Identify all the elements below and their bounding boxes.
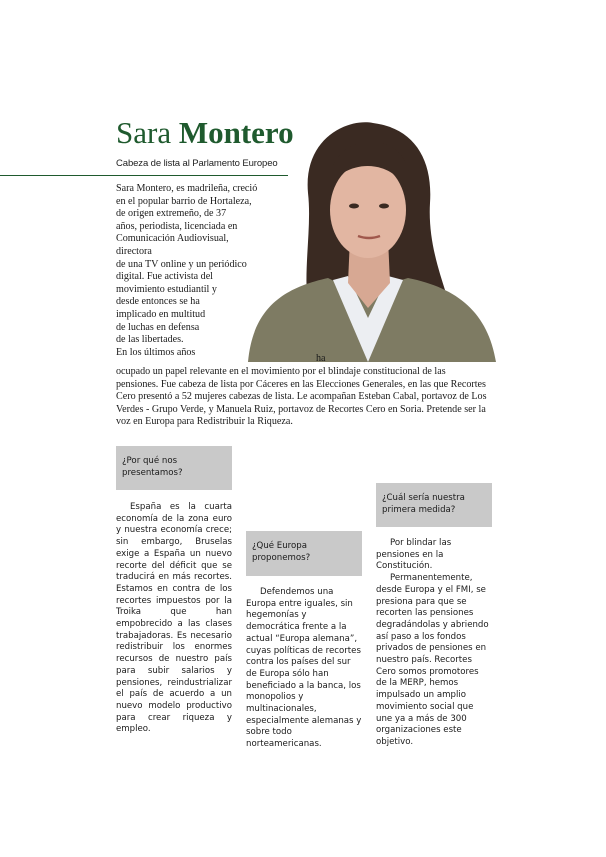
paragraph: Defendemos una Europa entre iguales, sin hegemonías y democrática frente a la actual “Europa alemana”, cuyas políticas de recortes contra los países del sur de Europa sólo han beneficiado a la banca, los monopolios y multinacionales, especialmente alemanas y sobre todo norteamericanas.: [246, 587, 362, 750]
bio-line: implicado en multitud: [116, 308, 206, 320]
bio-line: Comunicación Audiovisual, directora: [116, 233, 229, 257]
bio-line: desde entonces se ha: [116, 296, 200, 308]
bio-line: años, periodista, licenciada en: [116, 220, 238, 232]
bio-intro: [116, 183, 266, 359]
first-name: Sara: [116, 115, 179, 150]
bio-line: En los últimos años: [116, 346, 196, 358]
answer-europe: [246, 587, 362, 751]
question-box-why: ¿Por qué nos presentamos?: [116, 446, 232, 490]
paragraph: Por blindar las pensiones en la Constitución.: [376, 538, 452, 572]
bio-fragment: ha: [316, 353, 326, 364]
bio-line: de una TV online y un periódico: [116, 258, 247, 270]
bio-line: Sara Montero, es madrileña, creció: [116, 183, 258, 194]
bio-line: digital. Fue activista del: [116, 271, 213, 283]
bio-line: de las libertades.: [116, 334, 184, 346]
bio-line: movimiento estudiantil y: [116, 283, 217, 295]
bio-line: de origen extremeño, de 37: [116, 208, 227, 220]
bio-continued: ocupado un papel relevante en el movimiento por el blindaje constitucional de las pensiones. Fue cabeza de lista por Cáceres en las Elecciones Generales, en las que Recortes Cero presentó a 52 mujeres cabezas de lista. Le acompañan Esteban Cabal, portavoz de Los Verdes - Grupo Verde, y Manuela Ruiz, portavoz de Recortes Cero en Soria. Pretende ser la voz en Europa para Redistribuir la Riqueza.: [116, 366, 487, 428]
paragraph: Permanentemente, desde Europa y el FMI, se presiona para que se recorten las pensiones degradándolas y abriendo así paso a los fondos privados de pensiones en nuestro país. Recortes Cero somos promotores de la MERP, hemos impulsado un amplio movimiento social que une ya a más de 300 organizaciones este objetivo.: [376, 573, 489, 747]
question-box-first-measure: ¿Cuál sería nuestra primera medida?: [376, 483, 492, 527]
bio-line: en el popular barrio de Hortaleza,: [116, 195, 252, 207]
answer-first-measure: [376, 538, 492, 749]
bio-line: de luchas en defensa: [116, 321, 200, 333]
last-name: Montero: [178, 115, 294, 150]
subtitle: Cabeza de lista al Parlamento Europeo: [116, 158, 278, 169]
paragraph: España es la cuarta economía de la zona euro y nuestra economía crece; sin embargo, Bruselas exige a España un nuevo recorte del déficit que se traducirá en más recortes. Estamos en contra de los recortes impuestos por la Troika que han empobrecido a las clases trabajadoras. Es necesario redistribuir los enormes recursos de nuestro país para subir salarios y pensiones, reindustrializar el país de acuerdo a un nuevo modelo productivo para crear riqueza y empleo.: [116, 502, 232, 735]
question-box-europe: ¿Qué Europa proponemos?: [246, 531, 362, 576]
answer-why: [116, 502, 232, 736]
